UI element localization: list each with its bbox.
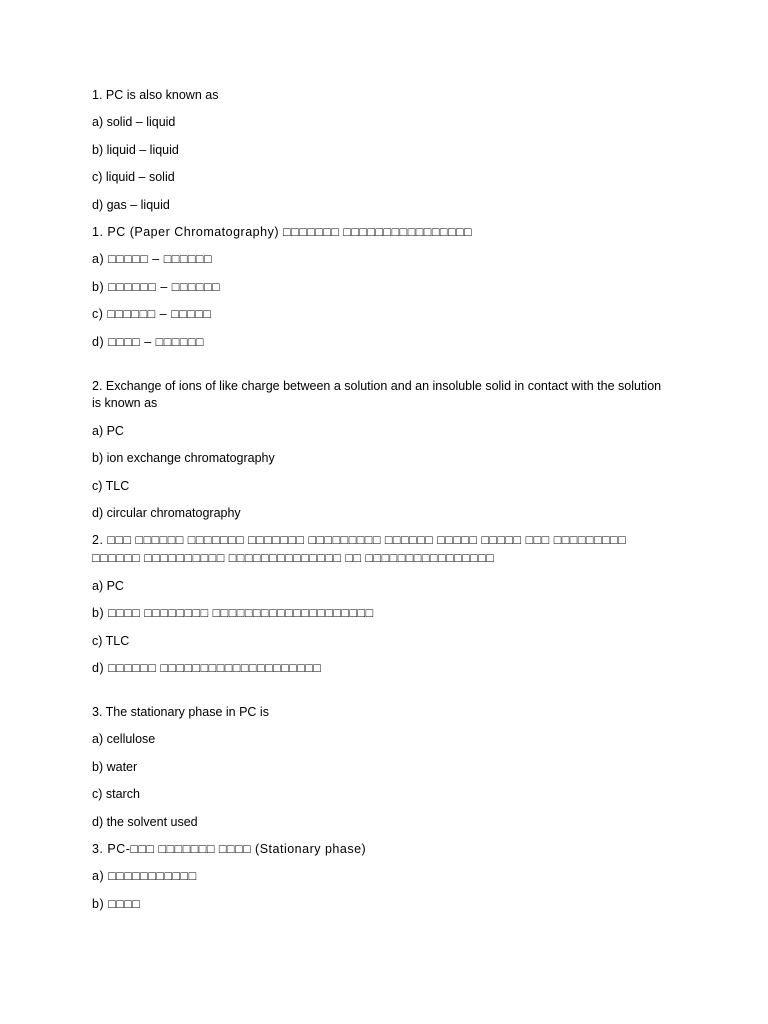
q3-local-stem: 3. PC-□□□ □□□□□□□ □□□□ (Stationary phase) bbox=[92, 841, 367, 856]
q3-local-option-a: a) □□□□□□□□□□□ bbox=[92, 869, 197, 884]
q3-en-stem: 3. The stationary phase in PC is bbox=[92, 705, 269, 720]
q3-en-option-a: a) cellulose bbox=[92, 732, 156, 747]
q2-en-option-b: b) ion exchange chromatography bbox=[92, 451, 275, 466]
q1-en-option-c: c) liquid – solid bbox=[92, 170, 175, 185]
q1-local-option-c: c) □□□□□□ – □□□□□ bbox=[92, 307, 212, 322]
q2-local-option-a: a) PC bbox=[92, 578, 124, 593]
question-spacer bbox=[92, 351, 672, 378]
q3-en-option-b: b) water bbox=[92, 759, 138, 774]
q2-local-option-d: d) □□□□□□ □□□□□□□□□□□□□□□□□□□□ bbox=[92, 661, 322, 676]
q2-en-option-d: d) circular chromatography bbox=[92, 506, 241, 521]
q1-en-option-d: d) gas – liquid bbox=[92, 197, 170, 212]
q3-en-option-d: d) the solvent used bbox=[92, 814, 198, 829]
q2-en-option-a: a) PC bbox=[92, 423, 124, 438]
q1-local-stem: 1. PC (Paper Chromatography) □□□□□□□ □□□□□□□□□□□□□□□□ bbox=[92, 224, 473, 239]
q2-local-option-b: b) □□□□ □□□□□□□□ □□□□□□□□□□□□□□□□□□□□ bbox=[92, 606, 374, 621]
q1-local-option-a: a) □□□□□ – □□□□□□ bbox=[92, 252, 213, 267]
q2-local-option-c: c) TLC bbox=[92, 633, 130, 648]
question-spacer bbox=[92, 677, 672, 704]
q2-local-stem: 2. □□□ □□□□□□ □□□□□□□ □□□□□□□ □□□□□□□□□ □□□□□□ □□□□□ □□□□□ □□□ □□□□□□□□□ □□□□□□ □□□□□□□□□□ □□□□□□□□□□□□□□ □□ □□□□□□□□□□□□□□□□ bbox=[92, 533, 627, 565]
q3-local-option-b: b) □□□□ bbox=[92, 896, 141, 911]
q1-en-option-b: b) liquid – liquid bbox=[92, 142, 179, 157]
q2-en-stem: 2. Exchange of ions of like charge between a solution and an insoluble solid in contact with the solution is known as bbox=[92, 378, 662, 411]
q1-local-option-d: d) □□□□ – □□□□□□ bbox=[92, 334, 204, 349]
q3-en-option-c: c) starch bbox=[92, 787, 140, 802]
q1-en-option-a: a) solid – liquid bbox=[92, 115, 176, 130]
question-list bbox=[92, 87, 672, 923]
q1-local-option-b: b) □□□□□□ – □□□□□□ bbox=[92, 279, 221, 294]
q2-en-option-c: c) TLC bbox=[92, 478, 130, 493]
q1-en-stem: 1. PC is also known as bbox=[92, 88, 219, 102]
